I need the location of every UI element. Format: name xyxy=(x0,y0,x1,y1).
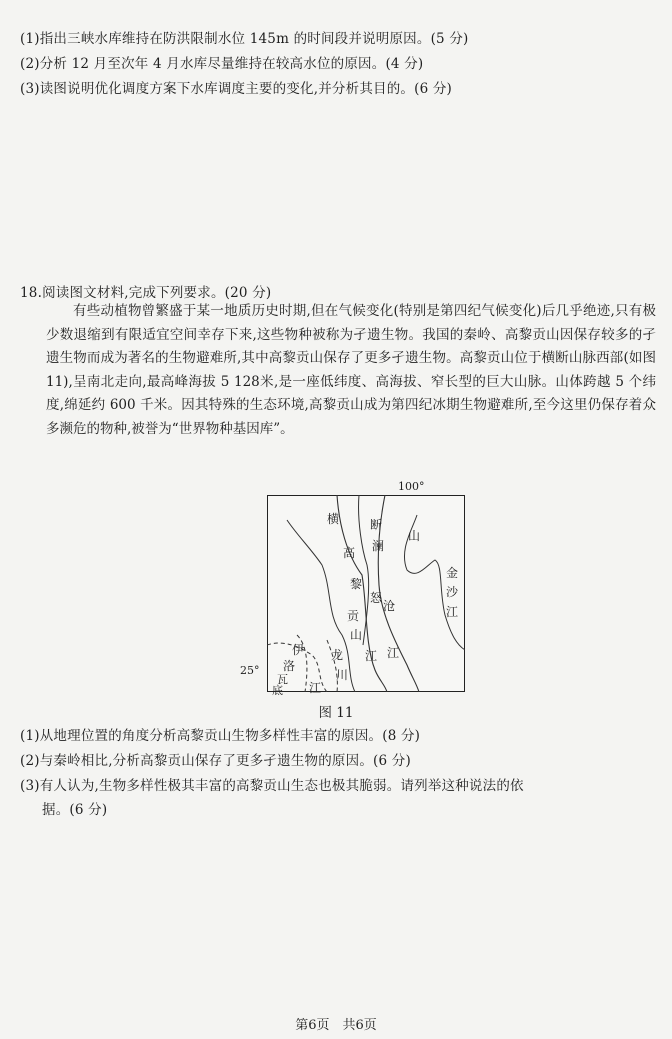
question-1: (1)指出三峡水库维持在防洪限制水位 145m 的时间段并说明原因。(5 分) xyxy=(20,31,469,47)
map-label: 澜 xyxy=(372,539,385,553)
map-lon-label: 100° xyxy=(398,480,425,493)
figure-caption: 图 11 xyxy=(318,705,354,721)
map-label: 江 xyxy=(387,646,400,660)
map-label: 川 xyxy=(336,668,349,682)
map-label: 山 xyxy=(408,529,421,543)
q18-title: 18.阅读图文材料,完成下列要求。(20 分) xyxy=(20,285,272,301)
map-label: 横 xyxy=(327,512,340,526)
q18-question-2: (2)与秦岭相比,分析高黎贡山保存了更多孑遗生物的原因。(6 分) xyxy=(20,753,411,769)
q18-question-3: (3)有人认为,生物多样性极其丰富的高黎贡山生态也极其脆弱。请列举这种说法的依 xyxy=(20,778,524,794)
question-3: (3)读图说明优化调度方案下水库调度主要的变化,并分析其目的。(6 分) xyxy=(20,81,453,97)
map-label: 沧 xyxy=(383,599,396,613)
map-label: 沙 xyxy=(446,585,459,599)
map-label: 怒 xyxy=(370,591,383,605)
map-label: 断 xyxy=(370,518,383,532)
map-label: 黎 xyxy=(350,577,363,591)
map-lat-label: 25° xyxy=(240,664,260,677)
page-footer: 第6页 共6页 xyxy=(295,1018,377,1033)
question-2: (2)分析 12 月至次年 4 月水库尽量维持在较高水位的原因。(4 分) xyxy=(20,56,424,72)
map-label: 洛 xyxy=(283,659,296,673)
q18-question-3-cont: 据。(6 分) xyxy=(42,802,108,818)
map-label: 高 xyxy=(343,546,356,560)
map-label: 江 xyxy=(446,605,459,619)
q18-paragraph: 有些动植物曾繁盛于某一地质历史时期,但在气候变化(特别是第四纪气候变化)后几乎绝迹,只有极少数退缩到有限适宜空间幸存下来,这些物种被称为孑遗生物。我国的秦岭、高黎贡山因保存较多的孑遗生物而成为著名的生物避难所,其中高黎贡山保存了更多孑遗生物。高黎贡山位于横断山脉西部(如图 11),呈南北走向,最高峰海拔 5 128米,是一座低纬度、高海拔、窄长型的巨大山脉。山体跨越 5 个纬度,绵延约 600 千米。因其特殊的生态环境,高黎贡山成为第四纪冰期生物避难所,至今这里仍保存着众多濒危的物种,被誉为“世界物种基因库”。 xyxy=(46,303,656,437)
map-label: 龙 xyxy=(331,648,344,662)
map-label: 伊 xyxy=(292,643,305,657)
map-label: 瓦 xyxy=(277,673,288,686)
map-label: 底 xyxy=(272,684,283,697)
map-label: 山 xyxy=(350,628,363,642)
map-label: 金 xyxy=(446,566,459,580)
map-label: 贡 xyxy=(347,609,360,623)
map-label: 江 xyxy=(365,649,378,663)
map-label: 江 xyxy=(309,681,322,695)
q18-question-1: (1)从地理位置的角度分析高黎贡山生物多样性丰富的原因。(8 分) xyxy=(20,728,421,744)
